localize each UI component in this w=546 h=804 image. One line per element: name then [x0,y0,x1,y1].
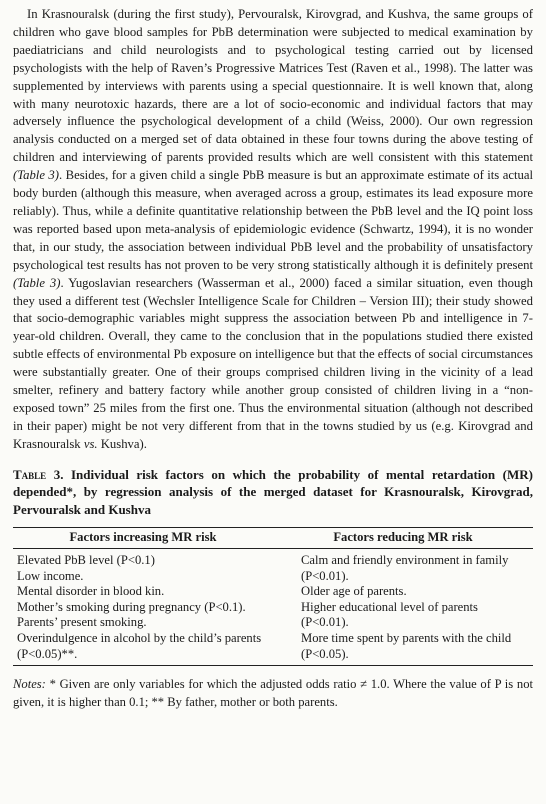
header-increasing: Factors increasing MR risk [13,528,273,549]
table-cell: Low income. [17,568,84,583]
notes-text: * Given are only variables for which the adjusted odds ratio ≠ 1.0. Where the value of P is not given, it is higher than 0.1; ** By father, mother or both parents. [13,677,533,709]
table-row [13,549,533,569]
paragraph-part-4: Kushva). [97,436,147,451]
table-reference: (Table 3) [13,275,61,290]
paragraph-part-1: In Krasnouralsk (during the first study), Pervouralsk, Kirovgrad, and Kushva, the same groups of children who gave blood samples for PbB determination were subjected to medical examination by paediatricians and child neurologists and to psychological testing carried out by licensed psychologists with the help of Raven’s Progressive Matrices Test (Raven et al., 1998). The latter was supplemented by interviews with parents using a special questionnaire. It is well known that, along with many neurotoxic hazards, there are a lot of socio-economic and individual factors that may adversely influence the psychological development of a child (Weiss, 2000). Our own regression analysis conducted on a merged set of data obtained in these four towns during the above testing of children and interviewing of parents provided results which are well consistent with this statement [13,7,533,165]
table-cell: (P<0.05)**. [13,647,273,666]
table-caption-text: Individual risk factors on which the probability of mental retardation (MR) depended*, by regression analysis of the merged dataset for Krasnouralsk, Kirovgrad, Pervouralsk and Kushva [13,466,533,517]
table-row [13,647,533,666]
versus-abbreviation: vs. [83,436,98,451]
table-cell: Calm and friendly environment in family [301,553,509,568]
table-reference: (Table 3) [13,168,59,183]
table-cell: Overindulgence in alcohol by the child’s parents [17,631,262,645]
table-notes [13,676,533,711]
table-cell: More time spent by parents with the child [301,631,512,645]
header-reducing: Factors reducing MR risk [273,528,533,549]
table-cell: Parents’ present smoking. [17,615,147,630]
table-header-row [13,528,533,549]
table-label: Table 3. [13,466,64,482]
table-cell: Elevated PbB level (P<0.1) [17,553,155,568]
notes-label: Notes: [13,677,46,692]
table-row [13,600,533,616]
paragraph-part-2: . Besides, for a given child a single PbB measure is but an approximate estimate of its actual body burden (although this measure, when averaged across a group, estimates its lead exposure more reliably). Thus, while a definite quantitative relationship between the PbB level and the IQ point loss was reported based upon meta-analysis of epidemiologic evidence (Schwartz, 1994), it is no wonder that, in our study, the association between individual PbB level and the probability of unsatisfactory psychological test results has not proven to be very strong statistically although it is definitely present [13,168,533,272]
table-cell: Mother’s smoking during pregnancy (P<0.1). [17,599,246,614]
body-paragraph [13,6,533,454]
table-cell: (P<0.01). [301,568,349,583]
table-cell: Older age of parents. [301,584,407,599]
table-caption [13,466,533,519]
table-row [13,584,533,600]
table-cell: (P<0.05). [273,647,533,666]
table-row [13,615,533,631]
table-cell: Mental disorder in blood kin. [17,584,165,599]
risk-factors-table [13,527,533,666]
table-row [13,569,533,585]
paragraph-part-3: . Yugoslavian researchers (Wasserman et al., 2000) faced a similar situation, even though they used a different test (Wechsler Intelligence Scale for Children – Version III); their study showed that socio-demographic variables might suppress the association between Pb and intelligence in 7-year-old children. Overall, they came to the conclusion that in the populations studied there existed subtle effects of environmental Pb exposure on intelligence but that the effects of social circumstances were substantially greater. One of their groups comprised children living in the vicinity of a lead smelter, refinery and battery factory while another group consisted of children living in a “non-exposed town” 25 miles from the first one. Thus the environmental situation (although not described in their paper) might be not very different from that in the towns studied by us (e.g. Kirovgrad and Krasnouralsk [13,275,533,451]
table-row [13,631,533,647]
table-cell: (P<0.01). [301,615,349,630]
table-cell: Higher educational level of parents [301,599,478,614]
